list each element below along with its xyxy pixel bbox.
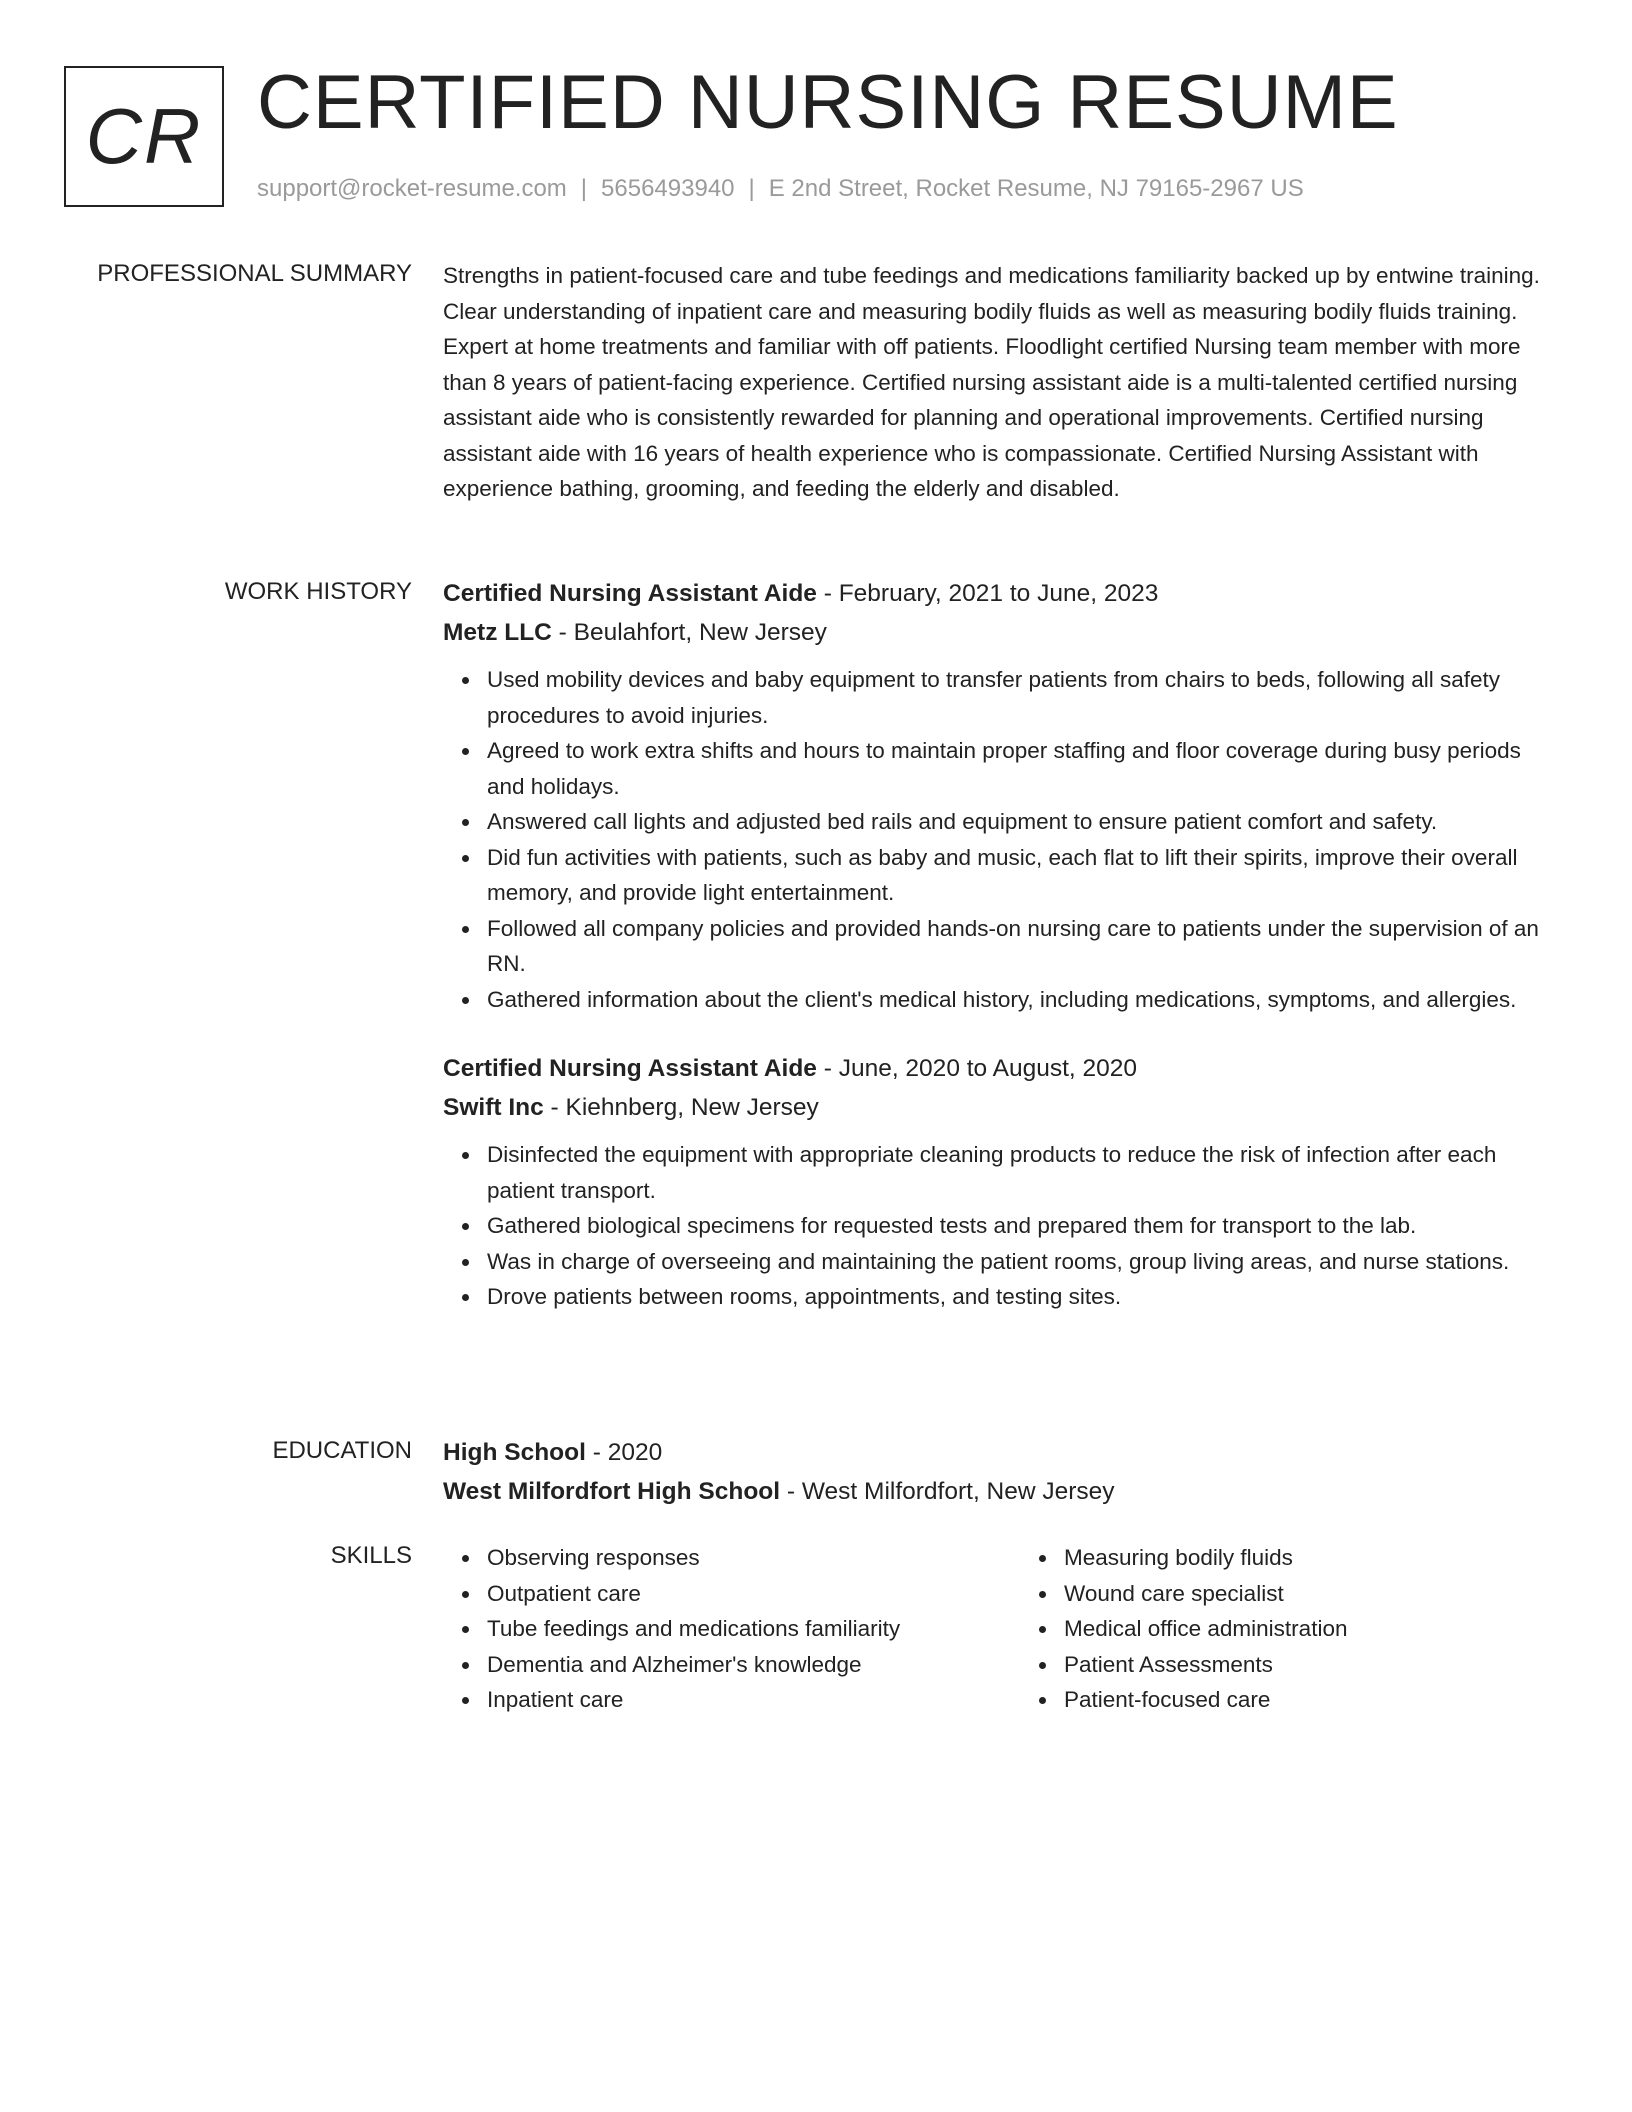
- list-item: Agreed to work extra shifts and hours to maintain proper staffing and floor coverage during busy periods and holidays.: [487, 733, 1553, 804]
- job-location: - Beulahfort, New Jersey: [551, 619, 827, 646]
- education-heading: EDUCATION: [272, 1437, 412, 1464]
- job-dates: - February, 2021 to June, 2023: [816, 580, 1159, 607]
- list-item: Outpatient care: [487, 1576, 1020, 1612]
- job-title: Certified Nursing Assistant Aide: [443, 580, 817, 607]
- contact-line: [257, 174, 1304, 204]
- summary-body: [443, 258, 1553, 507]
- list-item: Patient-focused care: [1064, 1682, 1553, 1718]
- job-company: Metz LLC: [443, 619, 552, 646]
- resume-title: CERTIFIED NURSING RESUME: [257, 60, 1399, 145]
- education-year: - 2020: [585, 1439, 663, 1466]
- list-item: Dementia and Alzheimer's knowledge: [487, 1647, 1020, 1683]
- job-entry: [443, 1049, 1553, 1315]
- summary-text: Strengths in patient-focused care and tube feedings and medications familiarity backed up by entwine training. Clear understanding of inpatient care and measuring bodily fluids as well as measuring bodily fluids training. Expert at home treatments and familiar with off patients. Floodlight certified Nursing team member with more than 8 years of patient-facing experience. Certified nursing assistant aide is a multi-talented certified nursing assistant aide who is consistently rewarded for planning and operational improvements. Certified nursing assistant aide with 16 years of health experience who is compassionate. Certified Nursing Assistant with experience bathing, grooming, and feeding the elderly and disabled.: [443, 263, 1540, 501]
- contact-separator: |: [580, 175, 588, 202]
- skills-list-column-1: [443, 1540, 1020, 1718]
- education-school: West Milfordfort High School: [443, 1478, 781, 1505]
- job-dates: - June, 2020 to August, 2020: [816, 1055, 1138, 1082]
- list-item: Did fun activities with patients, such as baby and music, each flat to lift their spirits, improve their overall memory, and provide light entertainment.: [487, 840, 1553, 911]
- education-degree: High School: [443, 1439, 586, 1466]
- list-item: Disinfected the equipment with appropriate cleaning products to reduce the risk of infection after each patient transport.: [487, 1137, 1553, 1208]
- list-item: Patient Assessments: [1064, 1647, 1553, 1683]
- job-duties-list: [443, 1137, 1553, 1315]
- education-degree-line: [443, 1433, 1553, 1472]
- work-history-body: [443, 574, 1553, 1315]
- job-title-line: [443, 1049, 1553, 1088]
- list-item: Wound care specialist: [1064, 1576, 1553, 1612]
- job-title-line: [443, 574, 1553, 613]
- monogram-initials: CR: [85, 92, 203, 180]
- contact-email[interactable]: support@rocket-resume.com: [257, 175, 567, 202]
- education-body: [443, 1433, 1553, 1511]
- skills-heading: SKILLS: [330, 1542, 412, 1569]
- job-company-line: [443, 1088, 1553, 1127]
- list-item: Gathered information about the client's medical history, including medications, symptoms, and allergies.: [487, 982, 1553, 1018]
- skills-body: [443, 1540, 1553, 1718]
- list-item: Observing responses: [487, 1540, 1020, 1576]
- work-history-heading: WORK HISTORY: [224, 578, 412, 605]
- list-item: Inpatient care: [487, 1682, 1020, 1718]
- education-location: - West Milfordfort, New Jersey: [780, 1478, 1115, 1505]
- job-entry: [443, 574, 1553, 1017]
- monogram-badge: [64, 66, 224, 207]
- list-item: Measuring bodily fluids: [1064, 1540, 1553, 1576]
- list-item: Followed all company policies and provided hands-on nursing care to patients under the supervision of an RN.: [487, 911, 1553, 982]
- list-item: Was in charge of overseeing and maintaining the patient rooms, group living areas, and nurse stations.: [487, 1244, 1553, 1280]
- skills-list-column-2: [1020, 1540, 1553, 1718]
- list-item: Tube feedings and medications familiarity: [487, 1611, 1020, 1647]
- list-item: Gathered biological specimens for requested tests and prepared them for transport to the lab.: [487, 1208, 1553, 1244]
- contact-address: E 2nd Street, Rocket Resume, NJ 79165-2967 US: [768, 175, 1304, 202]
- job-location: - Kiehnberg, New Jersey: [543, 1094, 819, 1121]
- list-item: Drove patients between rooms, appointments, and testing sites.: [487, 1279, 1553, 1315]
- job-duties-list: [443, 662, 1553, 1017]
- contact-separator: |: [748, 175, 755, 202]
- job-company: Swift Inc: [443, 1094, 544, 1121]
- list-item: Used mobility devices and baby equipment to transfer patients from chairs to beds, following all safety procedures to avoid injuries.: [487, 662, 1553, 733]
- job-title: Certified Nursing Assistant Aide: [443, 1055, 817, 1082]
- education-school-line: [443, 1472, 1553, 1511]
- contact-phone[interactable]: 5656493940: [601, 175, 735, 202]
- summary-heading: PROFESSIONAL SUMMARY: [97, 260, 412, 287]
- list-item: Answered call lights and adjusted bed rails and equipment to ensure patient comfort and safety.: [487, 804, 1553, 840]
- job-company-line: [443, 613, 1553, 652]
- list-item: Medical office administration: [1064, 1611, 1553, 1647]
